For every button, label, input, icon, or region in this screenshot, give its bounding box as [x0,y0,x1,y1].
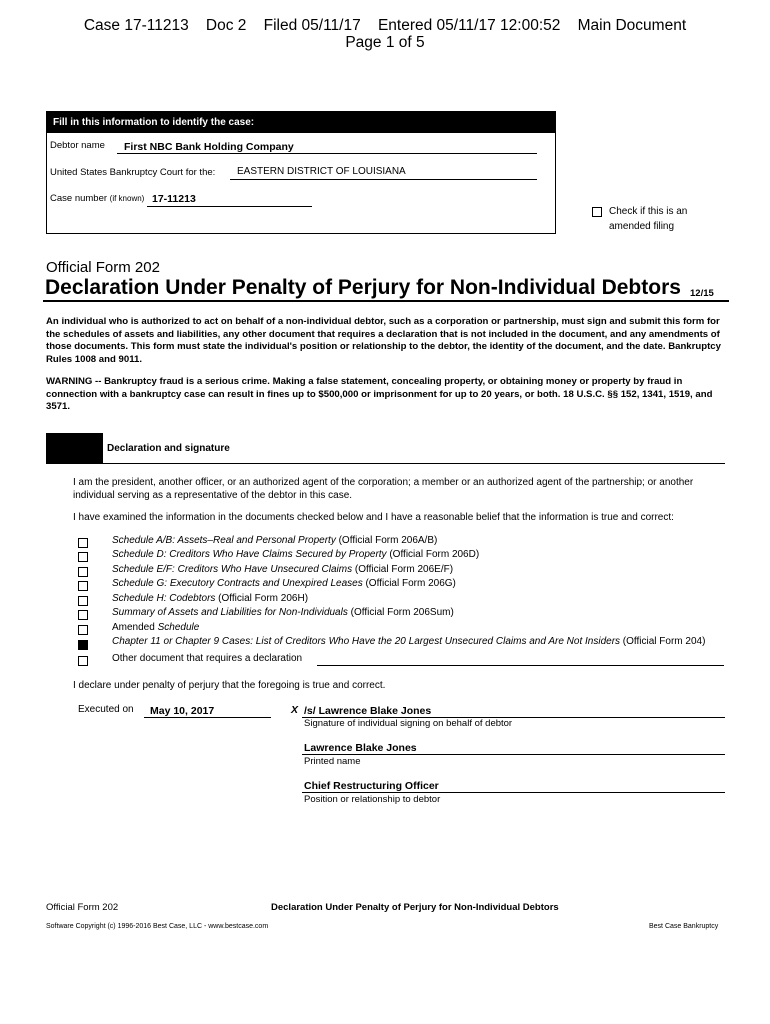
doc-form: (Official Form 204) [620,636,706,647]
doc-title: Schedule D: Creditors Who Have Claims Secured by Property [112,549,387,560]
doc-item-other [112,653,302,664]
doc-item-schedule-d [112,549,479,560]
footer-brand: Best Case Bankruptcy [649,923,719,930]
position-caption: Position or relationship to debtor [304,794,441,805]
footer-form-title: Declaration Under Penalty of Perjury for Non-Individual Debtors [271,902,559,913]
amended-filing-line2: amended filing [609,221,675,232]
doc-form: (Official Form 206G) [362,578,456,589]
case-header: Case 17-11213 Doc 2 Filed 05/11/17 Entered 05/11/17 12:00:52 Main Document [83,17,687,34]
form-number: Official Form 202 [46,259,160,276]
form-version: 12/15 [690,288,714,299]
representative-statement: I am the president, another officer, or an authorized agent of the corporation; a member or an authorized agent of the partnership; or another individual serving as a representative of the debtor in this case. [73,477,694,501]
case-identification-heading: Fill in this information to identify the case: [47,112,555,133]
printed-name-line [302,754,725,755]
court-value[interactable]: EASTERN DISTRICT OF LOUISIANA [237,166,406,177]
case-number-label-note: (if known) [109,194,145,203]
position-value[interactable]: Chief Restructuring Officer [304,780,439,792]
case-number-value[interactable]: 17-11213 [152,193,196,205]
doc-checkbox-schedule-ab[interactable] [78,538,88,548]
doc-form: Other document that requires a declaration [112,653,303,664]
doc-title: Summary of Assets and Liabilities for Non-Individuals [112,607,348,618]
case-number-line [147,205,312,207]
section-divider [103,463,725,464]
debtor-name-value[interactable]: First NBC Bank Holding Company [124,141,294,153]
doc-item-schedule-h [112,593,308,604]
perjury-declaration: I declare under penalty of perjury that the foregoing is true and correct. [73,680,386,691]
amended-filing-label [609,204,687,234]
doc-title: Schedule A/B: Assets–Real and Personal Property [112,535,336,546]
doc-title: Chapter 11 or Chapter 9 Cases: List of Creditors Who Have the 20 Largest Unsecured Claims and Are Not Insiders [112,636,621,647]
case-number-label-text: Case number [50,193,108,204]
doc-checkbox-schedule-d[interactable] [78,552,88,562]
doc-item-schedule-ef [112,564,453,575]
doc-item-amended-schedule [112,622,199,633]
position-line [302,792,725,793]
doc-checkbox-other[interactable] [78,656,88,666]
debtor-name-label: Debtor name [50,140,105,151]
intro-paragraph: An individual who is authorized to act on behalf of a non-individual debtor, such as a corporation or partnership, must sign and submit this form for the schedules of assets and liabilities, any other document that requires a declaration that is not included in the document, and any amendments of those documents. This form must state the individual's position or relationship to the debtor, the identity of the document, and the date. Bankruptcy Rules 1008 and 9011. [46,316,721,365]
court-line [230,178,537,180]
signature-x-mark: X [291,704,299,716]
amended-filing-line1: Check if this is an [609,206,688,217]
doc-item-summary [112,607,454,618]
case-number-label [50,193,144,204]
doc-title: Schedule [157,622,200,633]
doc-checkbox-amended-schedule[interactable] [78,625,88,635]
footer-copyright: Software Copyright (c) 1996-2016 Best Case, LLC - www.bestcase.com [46,923,269,930]
doc-checkbox-schedule-g[interactable] [78,581,88,591]
page-number: Page 1 of 5 [345,34,425,51]
doc-checkbox-top20-creditors[interactable] [78,640,88,650]
doc-form: (Official Form 206D) [386,549,480,560]
doc-form: (Official Form 206H) [215,593,309,604]
examined-statement: I have examined the information in the documents checked below and I have a reasonable belief that the information is true and correct: [73,512,674,523]
doc-checkbox-schedule-ef[interactable] [78,567,88,577]
footer-form-number: Official Form 202 [46,902,119,913]
signature-value[interactable]: /s/ Lawrence Blake Jones [304,705,432,717]
doc-title: Schedule G: Executory Contracts and Unexpired Leases [112,578,363,589]
section-title: Declaration and signature [107,443,230,454]
signature-caption: Signature of individual signing on behalf of debtor [304,718,513,729]
doc-checkbox-summary[interactable] [78,610,88,620]
other-document-line[interactable] [317,665,724,666]
case-identification-box [46,111,556,234]
doc-form: Amended [112,622,158,633]
printed-name-value[interactable]: Lawrence Blake Jones [304,742,417,754]
section-marker [46,433,103,464]
doc-item-schedule-ab [112,535,437,546]
warning-paragraph: WARNING -- Bankruptcy fraud is a serious crime. Making a false statement, concealing property, or obtaining money or property by fraud in connection with a bankruptcy case can result in fines up to $500,000 or imprisonment for up to 20 years, or both. 18 U.S.C. §§ 152, 1341, 1519, and 3571. [46,376,713,413]
form-title: Declaration Under Penalty of Perjury for Non-Individual Debtors [45,276,681,299]
doc-form: (Official Form 206A/B) [335,535,438,546]
execution-date[interactable]: May 10, 2017 [150,705,215,717]
doc-item-top20-creditors [112,636,705,647]
doc-form: (Official Form 206E/F) [352,564,454,575]
title-divider [43,300,729,302]
printed-name-caption: Printed name [304,756,361,767]
doc-title: Schedule H: Codebtors [112,593,216,604]
doc-item-schedule-g [112,578,456,589]
doc-checkbox-schedule-h[interactable] [78,596,88,606]
execution-date-line [144,717,271,718]
doc-title: Schedule E/F: Creditors Who Have Unsecured Claims [112,564,353,575]
court-label: United States Bankruptcy Court for the: [50,167,216,178]
doc-form: (Official Form 206Sum) [347,607,454,618]
executed-on-label: Executed on [78,704,134,715]
amended-filing-checkbox[interactable] [592,207,602,217]
